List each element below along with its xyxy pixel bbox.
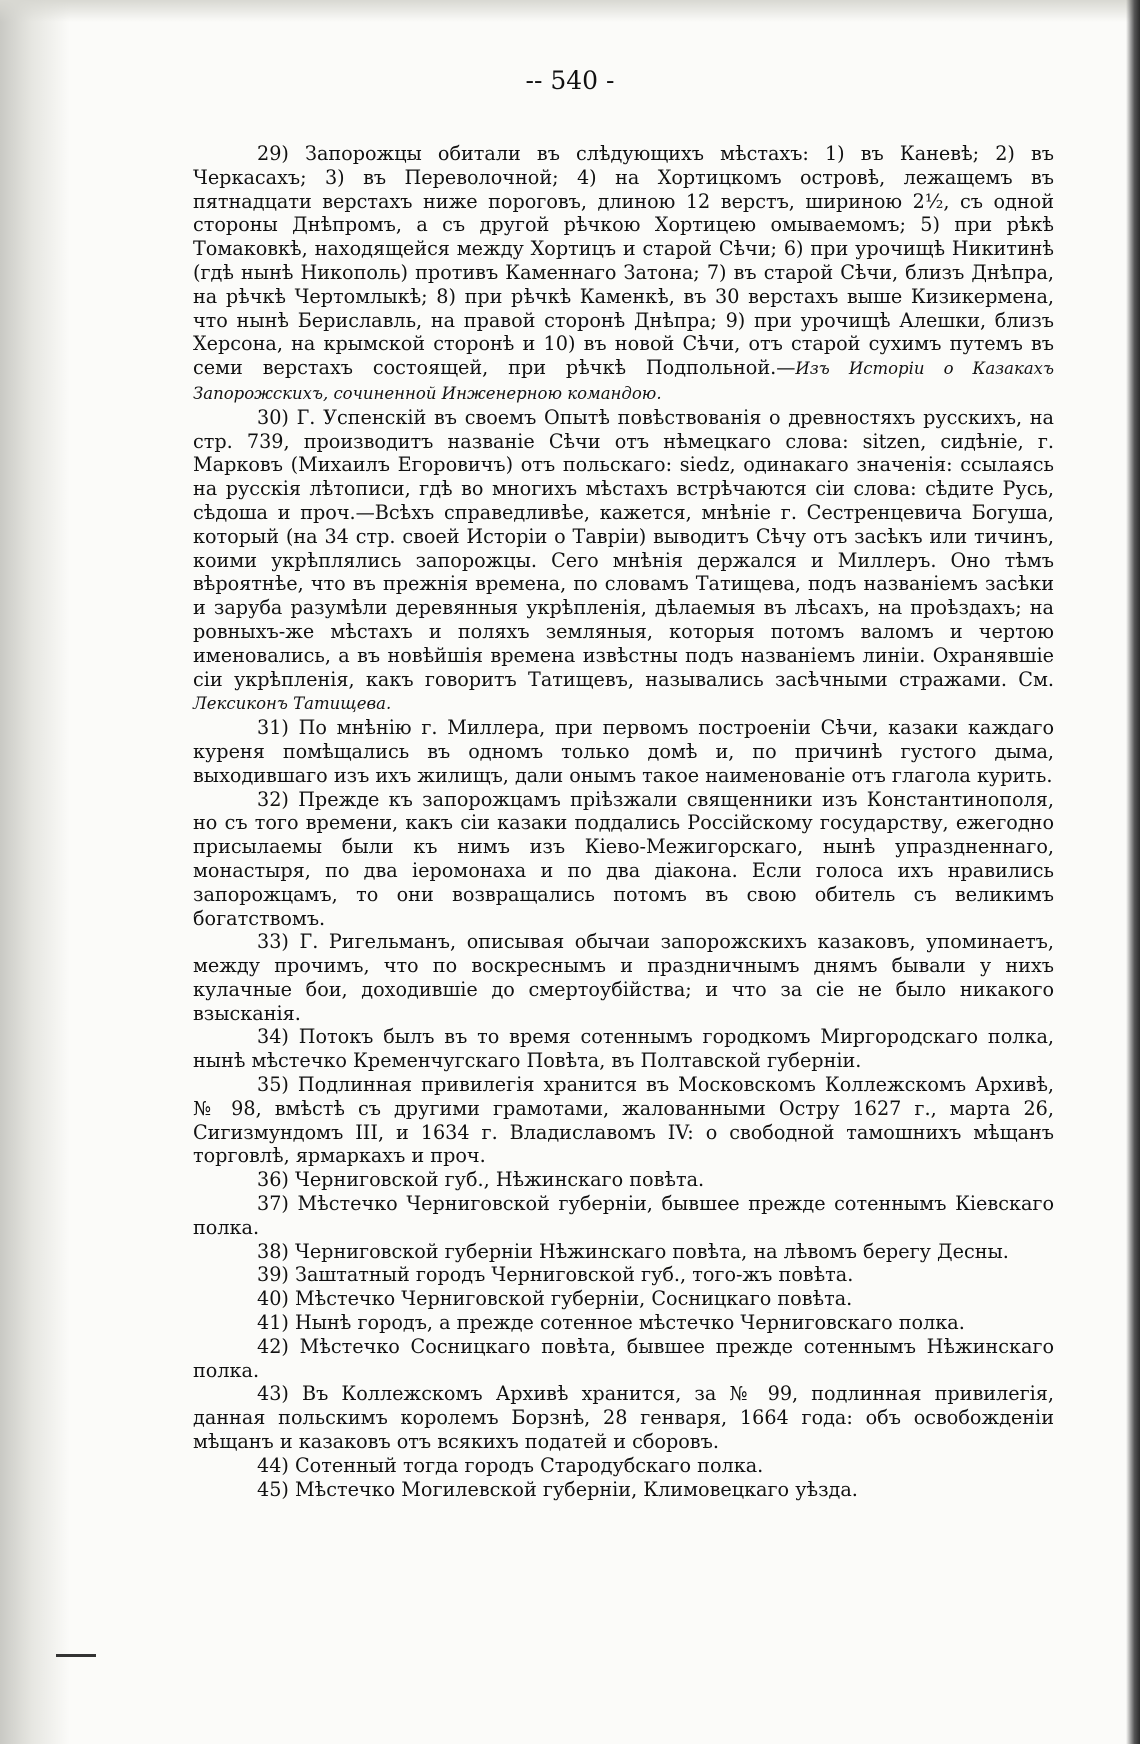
page-top-shadow [0, 0, 1140, 22]
note-30-source: Лексиконъ Татищева. [193, 694, 392, 714]
page-right-edge-shadow [1126, 0, 1140, 1744]
note-30: 30) Г. Успенскій въ своемъ Опытѣ повѣствованія о древностяхъ русскихъ, на стр. 739, производитъ названіе Сѣчи отъ нѣмецкаго слова: sitzen, сидѣніе, г. Марковъ (Михаилъ Егоровичъ) отъ польскаго: siedz, одинакаго значенія: ссылаясь на русскія лѣтописи, гдѣ во многихъ мѣстахъ встрѣчаются сіи слова: сѣдите Русь, сѣдоша и проч.—Всѣхъ справедливѣе, кажется, мнѣніе г. Сестренцевича Богуша, который (на 34 стр. своей Исторіи о Тавріи) выводитъ Сѣчу отъ засѣкъ или тичинъ, коими укрѣплялись запорожцы. Сего мнѣнія держался и Миллеръ. Оно тѣмъ вѣроятнѣе, что въ прежнія времена, по словамъ Татищева, подъ названіемъ засѣки и заруба разумѣли деревянныя укрѣпленія, дѣлаемыя въ лѣсахъ, на проѣздахъ; на ровныхъ-же мѣстахъ и поляхъ земляныя, которыя потомъ валомъ и чертою именовались, а въ новѣйшія времена извѣстны подъ названіемъ линіи. Охранявшіе сіи укрѣпленія, какъ говоритъ Татищевъ, назывались засѣчными стражами. См. Лексиконъ Татищева. [193, 405, 1054, 714]
note-37: 37) Мѣстечко Черниговской губерніи, бывшее прежде сотеннымъ Кіевскаго полка. [193, 1192, 1054, 1239]
note-31: 31) По мнѣнію г. Миллера, при первомъ построеніи Сѣчи, казаки каждаго куреня помѣщались въ одномъ только домѣ и, по причинѣ густого дыма, выходившаго изъ ихъ жилищъ, дали онымъ такое наименованіе отъ глагола курить. [193, 716, 1054, 787]
footnotes-body [193, 142, 1054, 1501]
note-34: 34) Потокъ былъ въ то время сотеннымъ городкомъ Миргородскаго полка, нынѣ мѣстечко Кременчугскаго Повѣта, въ Полтавской губерніи. [193, 1025, 1054, 1073]
page-number: -- 540 - [525, 66, 615, 95]
margin-rule-mark [56, 1654, 96, 1657]
note-33: 33) Г. Ригельманъ, описывая обычаи запорожскихъ казаковъ, упоминаетъ, между прочимъ, что по воскреснымъ и праздничнымъ днямъ бывали у нихъ кулачные бои, доходившіе до смертоубійства; и что за сіе не было никакого взысканія. [193, 930, 1054, 1025]
note-44: 44) Сотенный тогда городъ Стародубскаго полка. [257, 1453, 764, 1477]
note-39: 39) Заштатный городъ Черниговской губ., того-жъ повѣта. [257, 1263, 854, 1287]
note-29-source: Изъ Исторіи о Казакахъ Запорожскихъ, сочиненной Инженерною командою. [193, 359, 1054, 403]
note-29: 29) Запорожцы обитали въ слѣдующихъ мѣстахъ: 1) въ Каневѣ; 2) въ Черкасахъ; 3) въ Переволочной; 4) на Хортицкомъ островѣ, лежащемъ въ пятнадцати верстахъ ниже пороговъ, длиною 12 верстъ, шириною 2½, съ одной стороны Днѣпромъ, а съ другой рѣчкою Хортицею омываемомъ; 5) при рѣкѣ Томаковкѣ, находящейся между Хортицъ и старой Сѣчи; 6) при урочищѣ Никитинѣ (гдѣ нынѣ Никополь) противъ Каменнаго Затона; 7) въ старой Сѣчи, близъ Днѣпра, на рѣчкѣ Чертомлыкѣ; 8) при рѣчкѣ Каменкѣ, въ 30 верстахъ выше Кизикермена, что нынѣ Бериславль, на правой сторонѣ Днѣпра; 9) при урочищѣ Алешки, близъ Херсона, на крымской сторонѣ и 10) въ новой Сѣчи, отъ старой сухимъ путемъ въ семи верстахъ состоящей, при рѣчкѣ Подпольной.—Изъ Исторіи о Казакахъ Запорожскихъ, сочиненной Инженерною командою. [193, 142, 1054, 403]
note-42: 42) Мѣстечко Сосницкаго повѣта, бывшее прежде сотеннымъ Нѣжинскаго полка. [193, 1334, 1054, 1382]
note-40: 40) Мѣстечко Черниговской губерніи, Сосницкаго повѣта. [257, 1287, 853, 1311]
note-36: 36) Черниговской губ., Нѣжинскаго повѣта. [257, 1168, 705, 1192]
note-45: 45) Мѣстечко Могилевской губерніи, Климовецкаго уѣзда. [257, 1477, 858, 1501]
note-43: 43) Въ Коллежскомъ Архивѣ хранится, за № 99, подлинная привилегія, данная польскимъ королемъ Борзнѣ, 28 генваря, 1664 года: объ освобожденіи мѣщанъ и казаковъ отъ всякихъ податей и сборовъ. [193, 1382, 1054, 1454]
page-left-edge-shadow [0, 0, 70, 1744]
note-35: 35) Подлинная привилегія хранится въ Московскомъ Коллежскомъ Архивѣ, № 98, вмѣстѣ съ другими грамотами, жалованными Остру 1627 г., марта 26, Сигизмундомъ III, и 1634 г. Владиславомъ IV: о свободной тамошнихъ мѣщанъ торговлѣ, ярмаркахъ и проч. [193, 1073, 1054, 1168]
note-41: 41) Нынѣ городъ, а прежде сотенное мѣстечко Черниговскаго полка. [257, 1311, 965, 1335]
note-38: 38) Черниговской губерніи Нѣжинскаго повѣта, на лѣвомъ берегу Десны. [257, 1239, 1009, 1263]
note-32: 32) Прежде къ запорожцамъ пріѣзжали священники изъ Константинополя, но съ того времени, какъ сіи казаки поддались Россійскому государству, ежегодно присылаемы были къ нимъ изъ Кіево-Межигорскаго, нынѣ упраздненнаго, монастыря, по два іеромонаха и по два діакона. Если голоса ихъ нравились запорожцамъ, то они возвращались потомъ въ свою обитель съ великимъ богатствомъ. [193, 787, 1054, 930]
